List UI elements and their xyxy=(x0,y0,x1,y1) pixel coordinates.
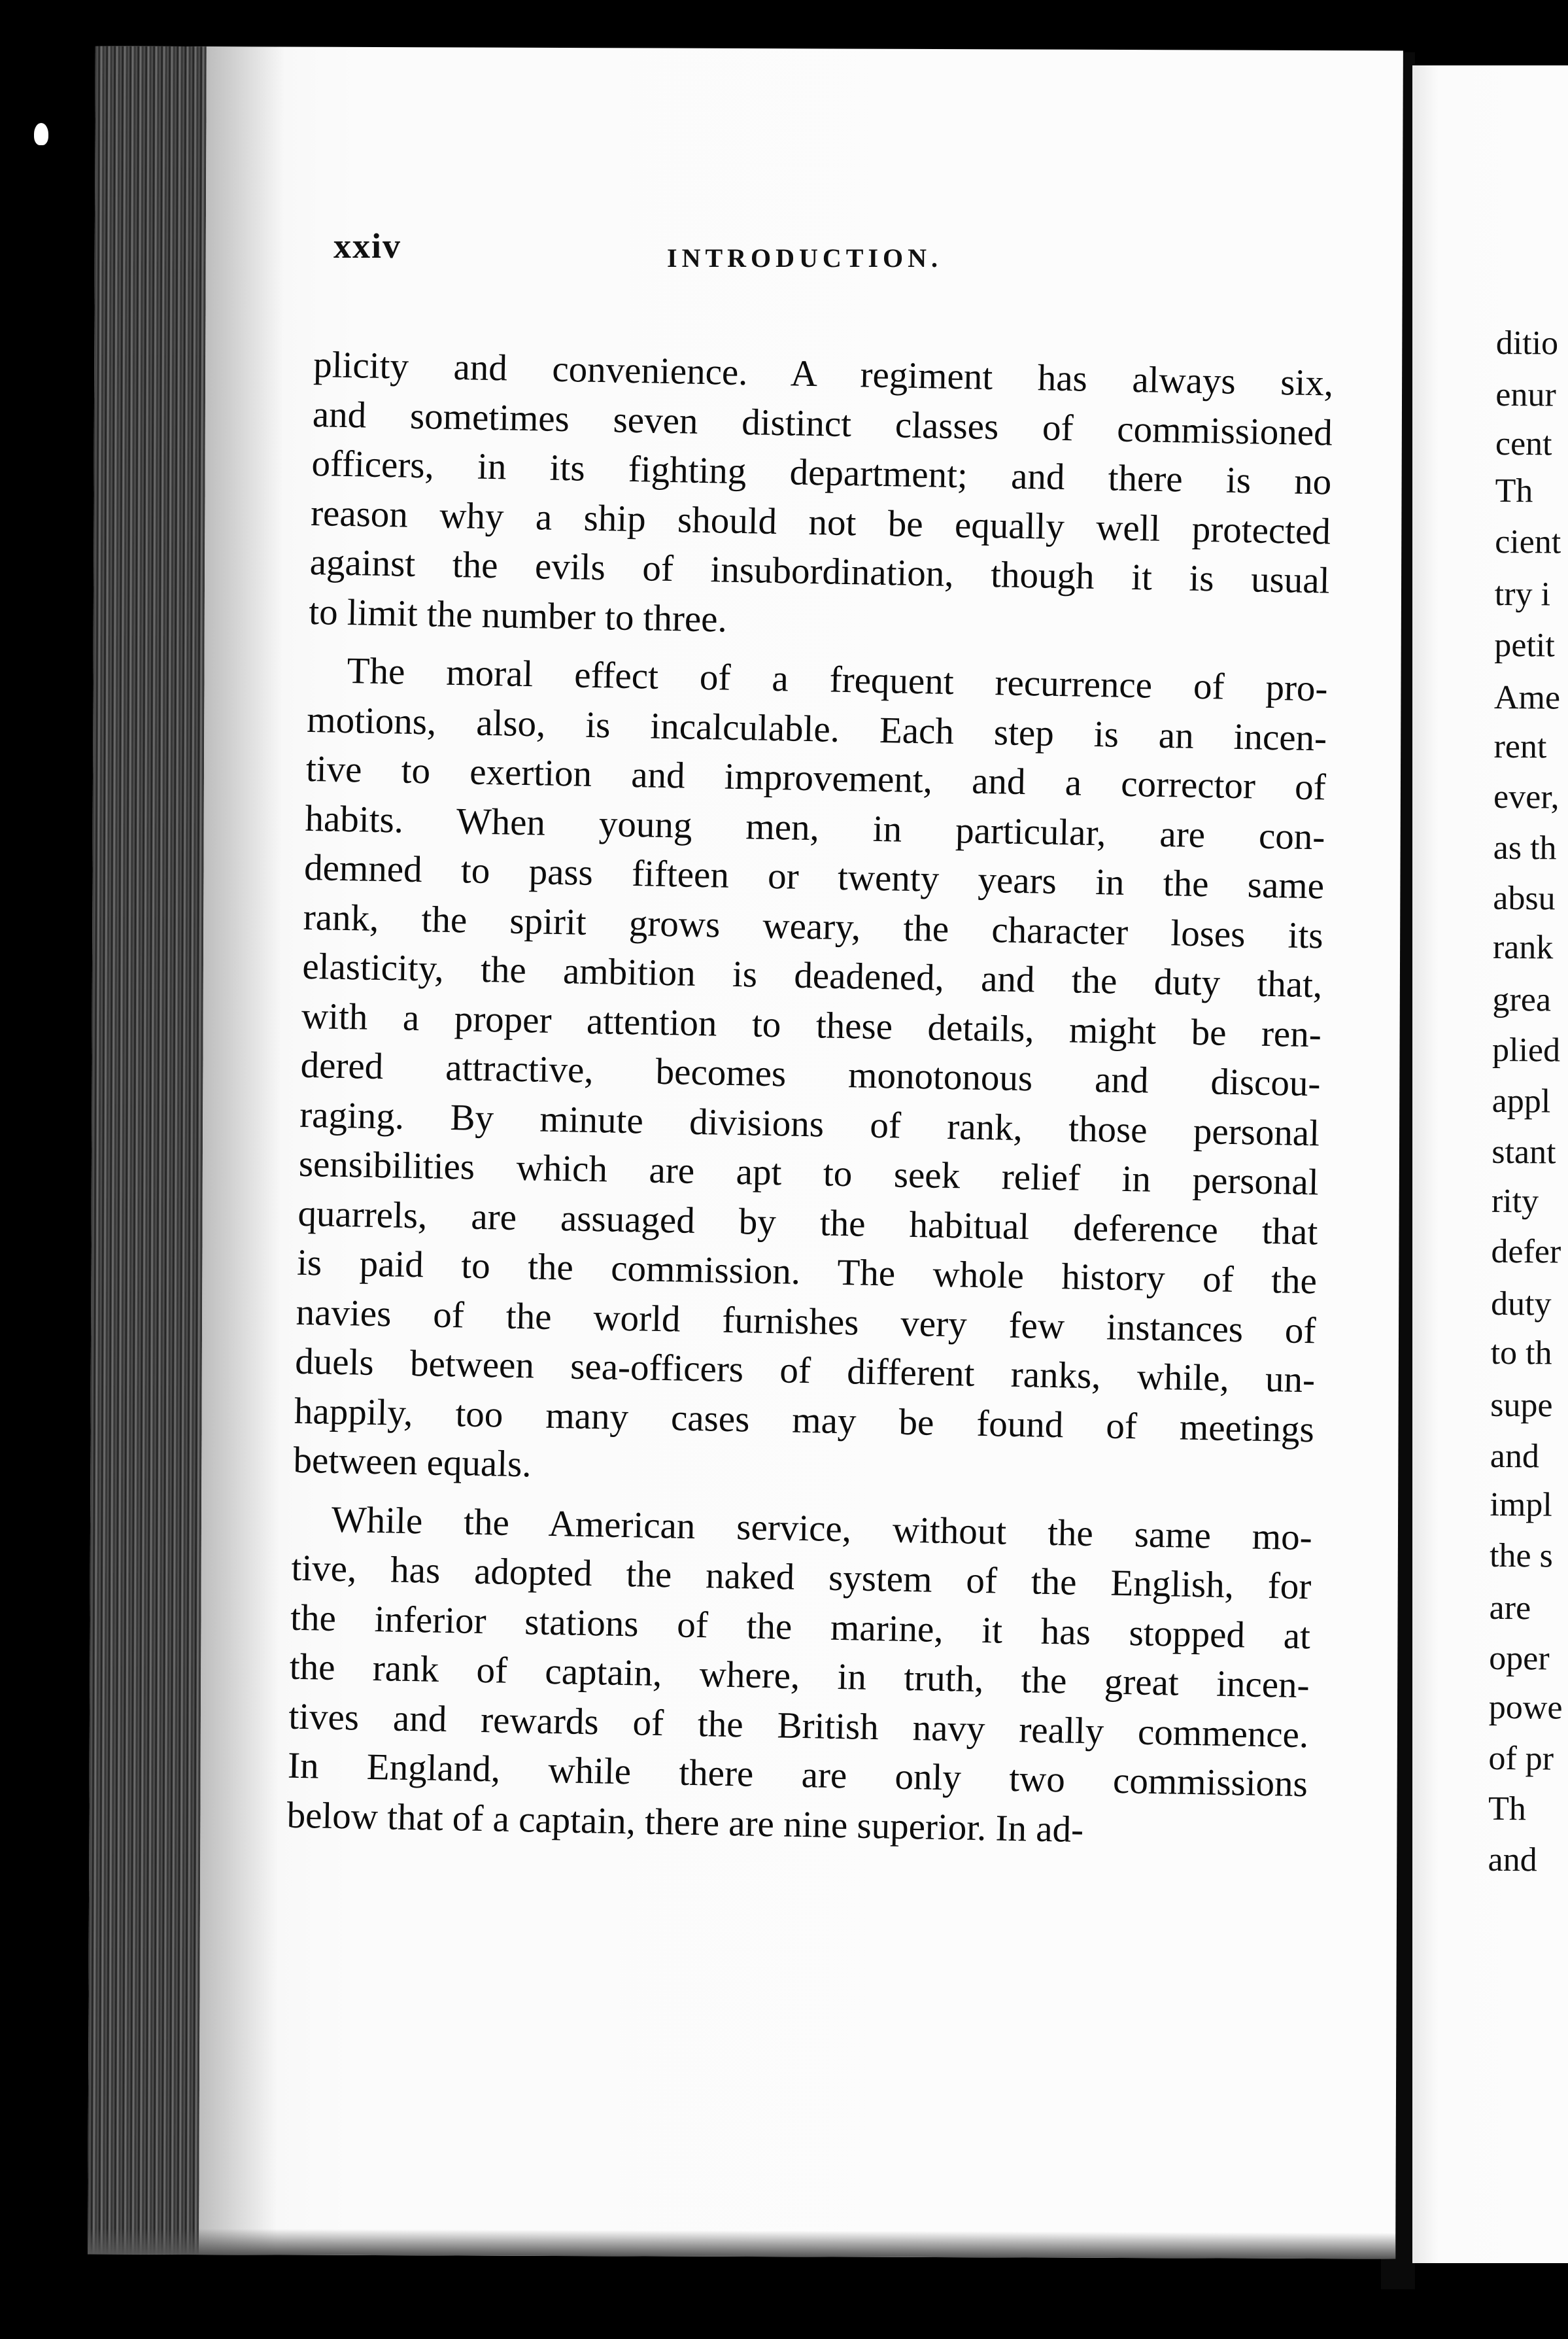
paragraph xyxy=(293,646,1328,1504)
right-text-fragment: petit xyxy=(1494,626,1555,665)
running-head xyxy=(333,226,1354,278)
page-bottom-shadow xyxy=(88,2228,1395,2259)
text-line: demned to pass fifteen or twenty years in the same xyxy=(303,846,1325,907)
right-text-fragment: try i xyxy=(1494,575,1551,614)
text-line: plicity and convenience. A regiment has always six, xyxy=(313,343,1334,404)
text-line: to limit the number to three. xyxy=(308,591,728,640)
text-line: tives and rewards of the British navy really commence. xyxy=(288,1695,1309,1756)
right-text-fragment: Th xyxy=(1495,472,1533,510)
right-text-fragment: oper xyxy=(1489,1639,1550,1678)
right-text-fragment: cent xyxy=(1495,424,1552,463)
text-line: and sometimes seven distinct classes of commissioned xyxy=(312,393,1333,454)
page-fore-edge xyxy=(88,46,207,2255)
right-text-fragment: enur xyxy=(1495,375,1556,414)
text-line: is paid to the commission. The whole history of the xyxy=(296,1241,1318,1302)
right-text-fragment: and xyxy=(1490,1437,1540,1476)
text-line: officers, in its fighting department; and there is no xyxy=(311,442,1332,503)
page-number: xxiv xyxy=(333,226,402,266)
text-line: sensibilities which are apt to seek relief in personal xyxy=(298,1143,1320,1204)
text-line: duels between sea-officers of different ranks, while, un- xyxy=(294,1340,1316,1401)
text-line: raging. By minute divisions of rank, those personal xyxy=(299,1094,1320,1154)
right-text-fragment: duty xyxy=(1490,1285,1552,1323)
text-line: reason why a ship should not be equally well protected xyxy=(310,492,1331,553)
right-text-fragment: absu xyxy=(1493,879,1556,918)
right-text-fragment: of pr xyxy=(1488,1739,1554,1778)
text-line: the rank of captain, where, in truth, the great incen- xyxy=(289,1646,1310,1707)
text-line: navies of the world furnishes very few instances of xyxy=(296,1291,1317,1351)
text-line: happily, too many cases may be found of meetings xyxy=(294,1390,1315,1450)
text-line: The moral effect of a frequent recurrence of pro- xyxy=(347,650,1329,710)
running-head-title: INTRODUCTION. xyxy=(667,243,943,273)
body-text xyxy=(286,340,1334,1858)
text-line: quarrels, are assuaged by the habitual deference that xyxy=(297,1192,1318,1253)
right-text-fragment: ever, xyxy=(1493,778,1559,816)
text-line: motions, also, is incalculable. Each step is an incen- xyxy=(306,699,1327,759)
paragraph xyxy=(286,1494,1312,1858)
right-text-fragment: as th xyxy=(1493,829,1557,867)
right-text-fragment: Th xyxy=(1488,1790,1526,1828)
right-text-fragment: to th xyxy=(1490,1334,1552,1372)
right-text-fragment: plied xyxy=(1491,1031,1561,1069)
text-line: against the evils of insubordination, though it is usual xyxy=(309,541,1331,602)
right-text-fragment: cient xyxy=(1495,523,1561,561)
right-text-fragment: and xyxy=(1488,1841,1537,1879)
text-line: with a proper attention to these details, might be ren- xyxy=(301,995,1322,1055)
right-text-fragment: supe xyxy=(1490,1386,1553,1425)
right-page xyxy=(1412,65,1568,2263)
text-line: While the American service, without the same mo- xyxy=(331,1499,1313,1558)
paragraph xyxy=(309,340,1334,655)
right-text-fragment: are xyxy=(1489,1589,1531,1627)
right-text-fragment: powe xyxy=(1488,1688,1563,1727)
right-text-fragment: defer xyxy=(1491,1232,1561,1271)
right-text-fragment: rent xyxy=(1493,727,1547,766)
text-line: dered attractive, becomes monotonous and discou- xyxy=(300,1044,1321,1105)
right-text-fragment: the s xyxy=(1489,1536,1553,1575)
text-line: tive, has adopted the naked system of the English, for xyxy=(291,1547,1312,1608)
right-text-fragment: stant xyxy=(1491,1133,1556,1171)
text-line: In England, while there are only two commissions xyxy=(287,1744,1308,1805)
right-text-fragment: appl xyxy=(1491,1082,1551,1120)
page-edge-shadow xyxy=(199,46,285,2255)
scan-artifact xyxy=(34,123,48,145)
text-line: rank, the spirit grows weary, the character loses its xyxy=(303,896,1324,956)
text-line: the inferior stations of the marine, it has stopped at xyxy=(290,1597,1311,1657)
right-text-fragment: rity xyxy=(1491,1182,1539,1221)
text-line: between equals. xyxy=(293,1439,532,1485)
right-text-fragment: grea xyxy=(1492,980,1552,1019)
text-line: elasticity, the ambition is deadened, and the duty that, xyxy=(301,945,1323,1006)
right-text-fragment: impl xyxy=(1490,1485,1552,1524)
right-text-fragment: rank xyxy=(1492,928,1554,967)
text-line: habits. When young men, in particular, are con- xyxy=(305,797,1325,858)
text-line: tive to exertion and improvement, and a corrector of xyxy=(305,748,1327,808)
right-page-text xyxy=(1488,65,1568,1879)
text-line: below that of a captain, there are nine superior. In ad- xyxy=(286,1794,1084,1850)
right-text-fragment: ditio xyxy=(1495,324,1559,362)
right-text-fragment: Ame xyxy=(1493,678,1561,717)
